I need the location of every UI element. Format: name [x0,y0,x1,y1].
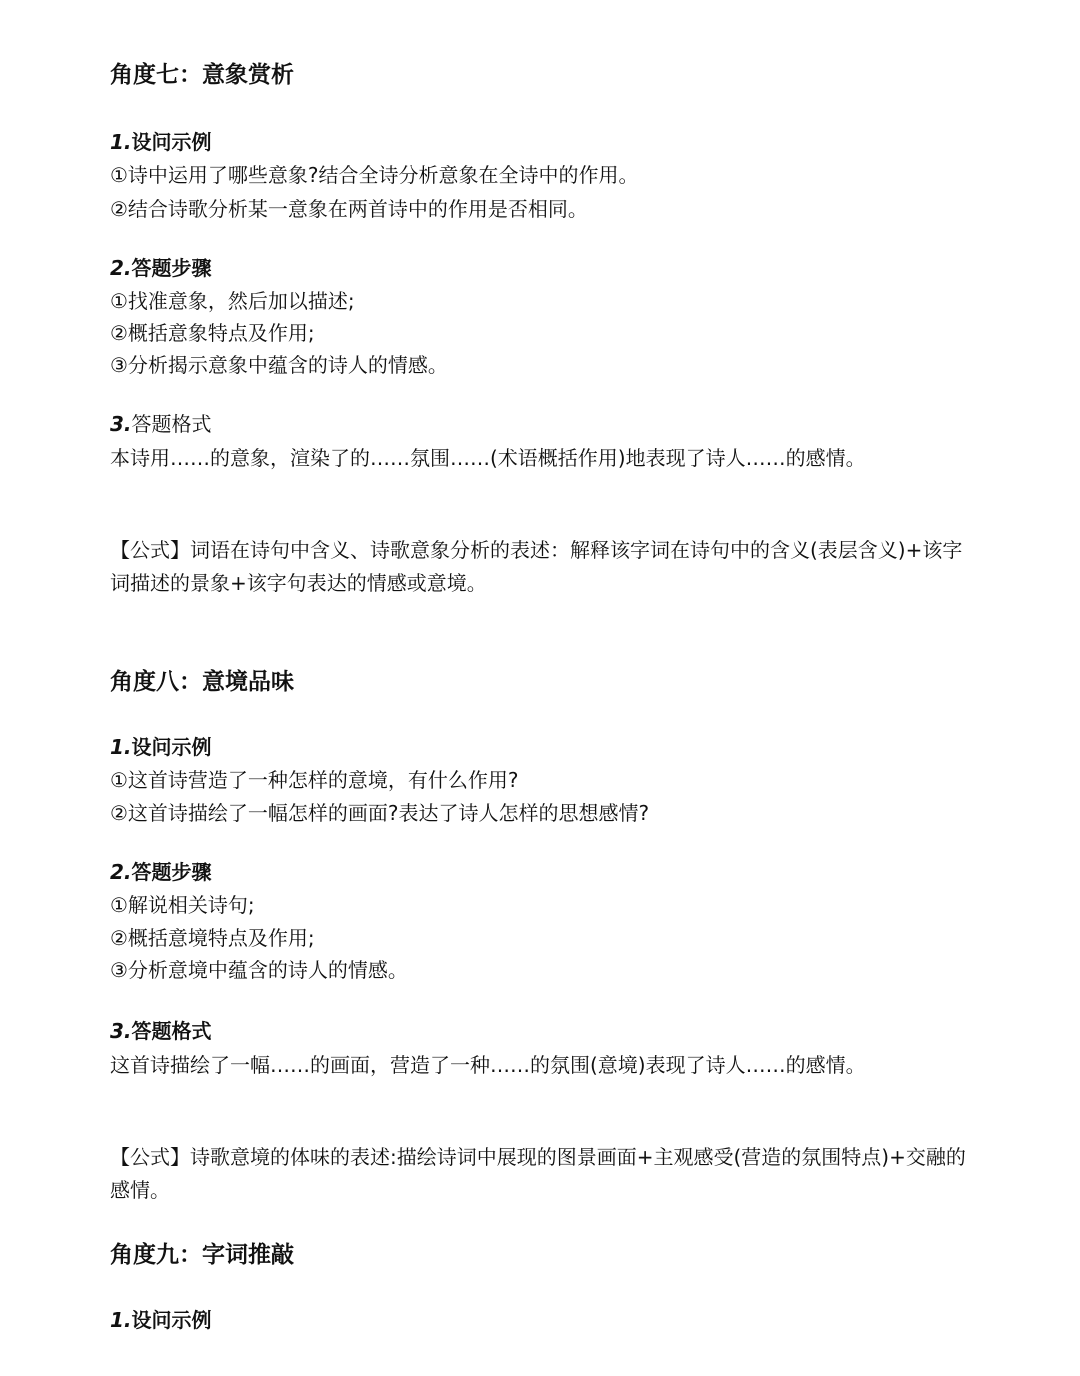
answer-format-text: 本诗用……的意象，渲染了的……氛围……(术语概括作用)地表现了诗人……的感情。 [110,446,866,470]
section-title-7: 角度七：意象赏析 [110,62,294,88]
subheading-answer-steps [110,254,980,282]
text-line: ②结合诗歌分析某一意象在两首诗中的作用是否相同。 [110,197,588,221]
subheading-number: 1. [110,1308,132,1332]
subheading-question-examples [110,733,980,761]
text-line: ①找准意象，然后加以描述; [110,289,355,313]
subheading-number: 1. [110,130,132,154]
text-line: ②概括意象特点及作用; [110,321,315,345]
text-line: ③分析意境中蕴含的诗人的情感。 [110,958,408,982]
section-title-8: 角度八：意境品味 [110,669,294,695]
subheading-question-examples [110,1306,980,1334]
formula-text: 【公式】词语在诗句中含义、诗歌意象分析的表述：解释该字词在诗句中的含义(表层含义)+该字词描述的景象+该字句表达的情感或意境。 [110,538,963,595]
subheading-label: 设问示例 [131,1308,212,1332]
subheading-number: 2. [110,256,132,280]
answer-format-text: 这首诗描绘了一幅……的画面，营造了一种……的氛围(意境)表现了诗人……的感情。 [110,1053,866,1077]
subheading-question-examples [110,128,980,156]
subheading-label: 设问示例 [131,735,212,759]
subheading-answer-format [110,1017,980,1045]
subheading-answer-format [110,410,980,438]
subheading-answer-steps [110,858,980,886]
text-line: ②概括意境特点及作用; [110,926,315,950]
section-title-9: 角度九：字词推敲 [110,1242,294,1268]
subheading-label: 设问示例 [131,130,212,154]
subheading-number: 1. [110,735,132,759]
text-line: ③分析揭示意象中蕴含的诗人的情感。 [110,353,448,377]
subheading-label: 答题步骤 [131,860,212,884]
subheading-number: 3. [110,412,132,436]
text-line: ②这首诗描绘了一幅怎样的画面?表达了诗人怎样的思想感情? [110,801,650,825]
subheading-label: 答题格式 [131,1019,212,1043]
subheading-number: 2. [110,860,132,884]
text-line: ①诗中运用了哪些意象?结合全诗分析意象在全诗中的作用。 [110,163,639,187]
subheading-label: 答题格式 [131,412,212,436]
subheading-label: 答题步骤 [131,256,212,280]
text-line: ①解说相关诗句; [110,893,255,917]
formula-text: 【公式】诗歌意境的体味的表述:描绘诗词中展现的图景画面+主观感受(营造的氛围特点)+交融的感情。 [110,1145,966,1202]
subheading-number: 3. [110,1019,132,1043]
text-line: ①这首诗营造了一种怎样的意境，有什么作用? [110,768,519,792]
